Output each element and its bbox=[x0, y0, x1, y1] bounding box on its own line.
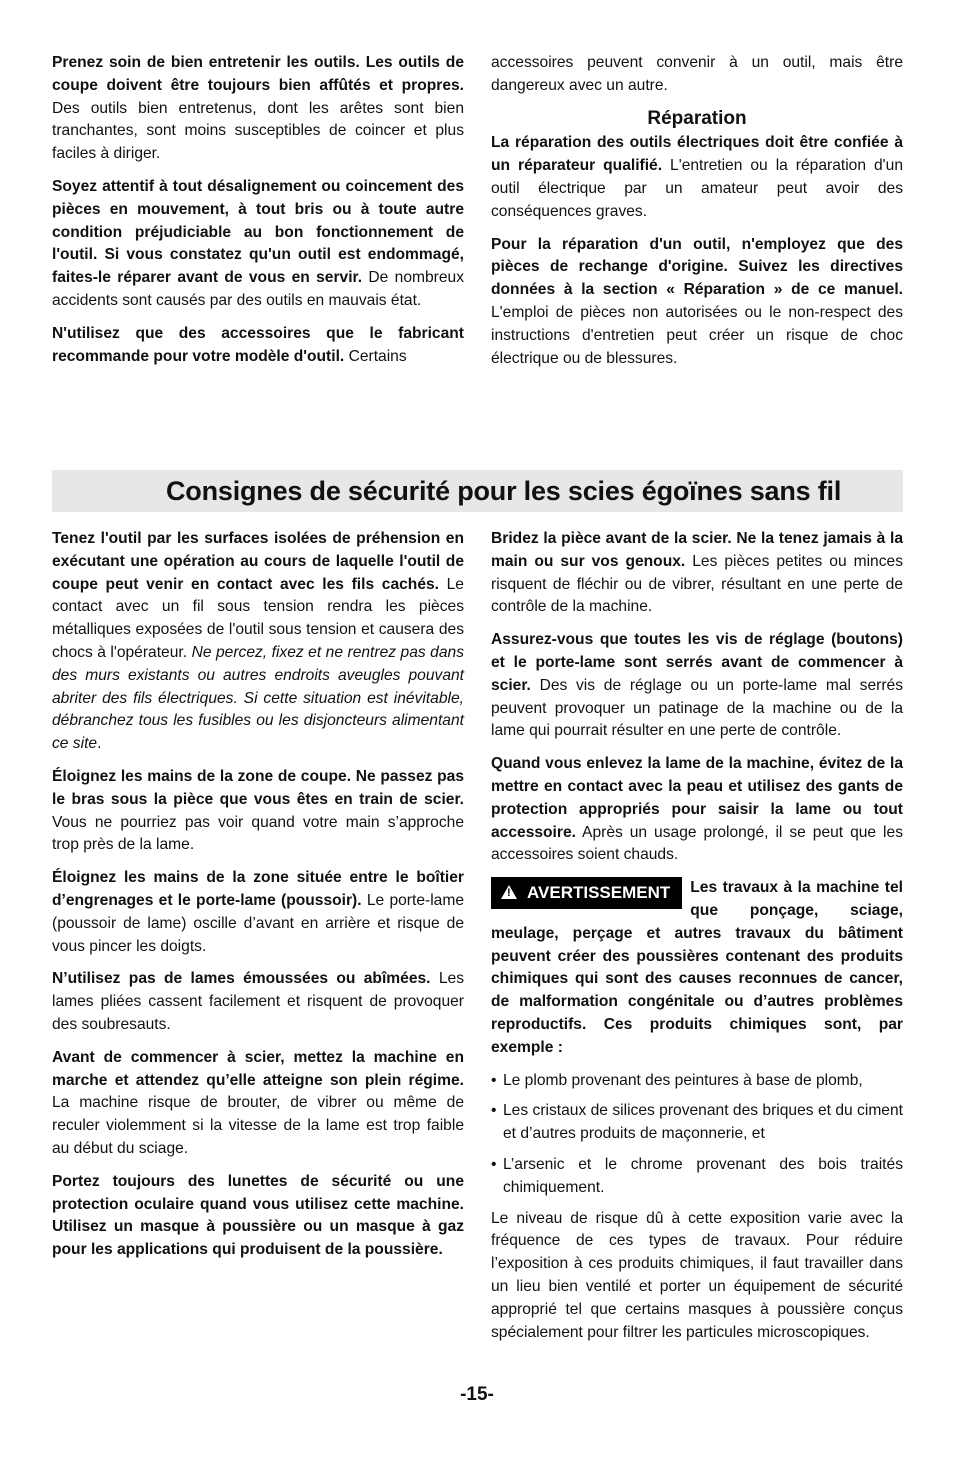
body-text: Le porte-lame (poussoir de lame) oscille d’avant en arrière et risque de vous pincer les doigts. bbox=[52, 891, 464, 955]
warning-badge bbox=[491, 877, 682, 909]
paragraph-remove-blade bbox=[491, 753, 903, 867]
warning-label: AVERTISSEMENT bbox=[527, 883, 671, 903]
bold-lead: Pour la réparation d'un outil, n'employez que des pièces de rechange d'origine. Suivez les directives données à la section « Réparation » de ce manuel. bbox=[491, 235, 903, 299]
list-item: • L’arsenic et le chrome provenant des bois traités chimiquement. bbox=[491, 1154, 903, 1200]
paragraph-cutting-zone bbox=[52, 766, 464, 857]
paragraph-repair-qualified bbox=[491, 132, 903, 223]
bold-lead: Assurez-vous que toutes les vis de réglage (boutons) et le porte-lame sont serrés avant de commencer à scier. bbox=[491, 631, 903, 694]
body-text: Certains bbox=[344, 347, 407, 365]
bold-lead: N’utilisez pas de lames émoussées ou abîmées. bbox=[52, 970, 431, 988]
warning-symbol: ! bbox=[507, 887, 511, 900]
bottom-right-column bbox=[491, 528, 903, 1354]
paragraph-misalignment bbox=[52, 176, 464, 313]
list-item: • Le plomb provenant des peintures à base de plomb, bbox=[491, 1070, 903, 1093]
paragraph-full-speed bbox=[52, 1047, 464, 1161]
body-text: La machine risque de brouter, de vibrer ou même de reculer violemment si la vitesse de la lame est trop faible au début du sciage. bbox=[52, 1094, 464, 1157]
section-banner bbox=[52, 470, 903, 512]
warning-text: Les travaux à la machine tel que ponçage, sciage, meulage, perçage et autres travaux du bâtiment peuvent créer des poussières contenant des produits chimiques qui sont des causes reconnues de cancer, de malformation congénitale ou d’autres problèmes reproductifs. Ces produits chimiques sont, par exemple : bbox=[491, 879, 903, 1056]
bold-lead: Avant de commencer à scier, mettez la machine en marche et attendez qu’elle atteigne son plein régime. bbox=[52, 1048, 464, 1089]
bold-lead: Prenez soin de bien entretenir les outils. Les outils de coupe doivent être toujours bien affûtés et propres. bbox=[52, 54, 464, 94]
paragraph-tool-maintenance bbox=[52, 52, 464, 166]
body-text: Après un usage prolongé, il se peut que les accessoires soient chauds. bbox=[491, 823, 903, 864]
bold-lead: La réparation des outils électriques doit être confiée à un réparateur qualifié. bbox=[491, 134, 903, 175]
body-text: L'emploi de pièces non autorisées ou le non-respect des instructions d'entretien peut créer un risque de choc électrique ou de blessures. bbox=[491, 303, 903, 367]
bold-lead: Bridez la pièce avant de la scier. Ne la tenez jamais à la main ou sur vos genoux. bbox=[491, 530, 903, 570]
paragraph-clamp-workpiece bbox=[491, 528, 903, 619]
body-text: Des outils bien entretenus, dont les arêtes sont bien tranchantes, sont moins susceptibles de coincer et plus faciles à diriger. bbox=[52, 99, 464, 163]
bold-lead: Tenez l'outil par les surfaces isolées de préhension en exécutant une opération au cours de laquelle l'outil de coupe peut venir en contact avec les fils cachés. bbox=[52, 530, 464, 593]
bold-lead: Éloignez les mains de la zone située entre le boîtier d’engrenages et le porte-lame (poussoir). bbox=[52, 869, 464, 909]
bold-lead: Quand vous enlevez la lame de la machine, évitez de la mettre en contact avec la peau et utilisez des gants de protection appropriés pour saisir la lame ou tout accessoire. bbox=[491, 755, 903, 841]
paragraph-warning bbox=[491, 877, 903, 1059]
bottom-left-column bbox=[52, 528, 464, 1272]
paragraph-original-parts bbox=[491, 234, 903, 371]
warning-triangle-icon bbox=[501, 885, 517, 899]
bold-lead: Soyez attentif à tout désalignement ou coincement des pièces en mouvement, à tout bris ou à toute autre condition préjudiciable au bon fonctionnement de l'outil. Si vous constatez qu'un outil est endommagé, faites-le réparer avant de vous en servir. bbox=[52, 177, 464, 287]
paragraph-exposure-risk: Le niveau de risque dû à cette exposition varie avec la fréquence de ces types de travaux. Pour réduire l’exposition à ces produits chimiques, il faut travailler dans un lieu bien ventilé et porter un équipement de sécurité approprié tel que certains masques à poussière conçus spécialement pour filtrer les particules microscopiques. bbox=[491, 1209, 903, 1341]
paragraph-accessories-cont: accessoires peuvent convenir à un outil, mais être dangereux avec un autre. bbox=[491, 54, 903, 94]
body-text: De nombreux accidents sont causés par des outils en mauvais état. bbox=[52, 269, 464, 309]
body-text: Des vis de réglage ou un porte-lame mal serrés peuvent provoquer un patinage de la machine ou de la lame qui pourrait résulter en une perte de contrôle. bbox=[491, 676, 903, 740]
paragraph-adjustment-screws bbox=[491, 629, 903, 743]
body-text: Les lames pliées cassent facilement et risquent de provoquer des soubresauts. bbox=[52, 970, 464, 1033]
section-heading-repair: Réparation bbox=[647, 107, 747, 129]
paragraph-dull-blades bbox=[52, 968, 464, 1036]
paragraph-accessories bbox=[52, 323, 464, 369]
paragraph-gear-housing bbox=[52, 867, 464, 958]
body-text: Vous ne pourriez pas voir quand votre main s’approche trop près de la lame. bbox=[52, 813, 464, 854]
chemicals-list bbox=[491, 1070, 903, 1200]
body-text: Les pièces petites ou minces risquent de fléchir ou de vibrer, résultant en une perte de contrôle de la machine. bbox=[491, 552, 903, 616]
body-text: L'entretien ou la réparation d'un outil électrique par un amateur peut avoir des conséquences graves. bbox=[491, 157, 903, 220]
bold-lead: Éloignez les mains de la zone de coupe. Ne passez pas le bras sous la pièce que vous êtes en train de scier. bbox=[52, 767, 464, 808]
italic-text: Ne percez, fixez et ne rentrez pas dans des murs existants ou autres endroits aveugles pouvant abriter des fils électriques. Si cette situation est inévitable, débranchez tous les fusibles ou les disjoncteurs alimentant ce site bbox=[52, 643, 464, 753]
top-right-column bbox=[491, 52, 903, 380]
body-text-end: . bbox=[97, 735, 102, 753]
page-number: -15- bbox=[460, 1384, 494, 1405]
paragraph-insulated-surfaces bbox=[52, 528, 464, 756]
top-left-column bbox=[52, 52, 464, 378]
body-text: Le contact avec un fil sous tension rendra les pièces métalliques exposées de l'outil sous tension et causera des chocs à l'opérateur. bbox=[52, 575, 464, 661]
section-title: Consignes de sécurité pour les scies égoïnes sans fil bbox=[166, 476, 842, 506]
list-item: • Les cristaux de silices provenant des briques et du ciment et d’autres produits de maçonnerie, et bbox=[491, 1100, 903, 1146]
paragraph-safety-glasses: Portez toujours des lunettes de sécurité ou une protection oculaire quand vous utilisez cette machine. Utilisez un masque à poussière ou un masque à gaz pour les applications qui produisent de la poussière. bbox=[52, 1172, 464, 1259]
bold-lead: N'utilisez que des accessoires que le fabricant recommande pour votre modèle d'outil. bbox=[52, 324, 464, 365]
